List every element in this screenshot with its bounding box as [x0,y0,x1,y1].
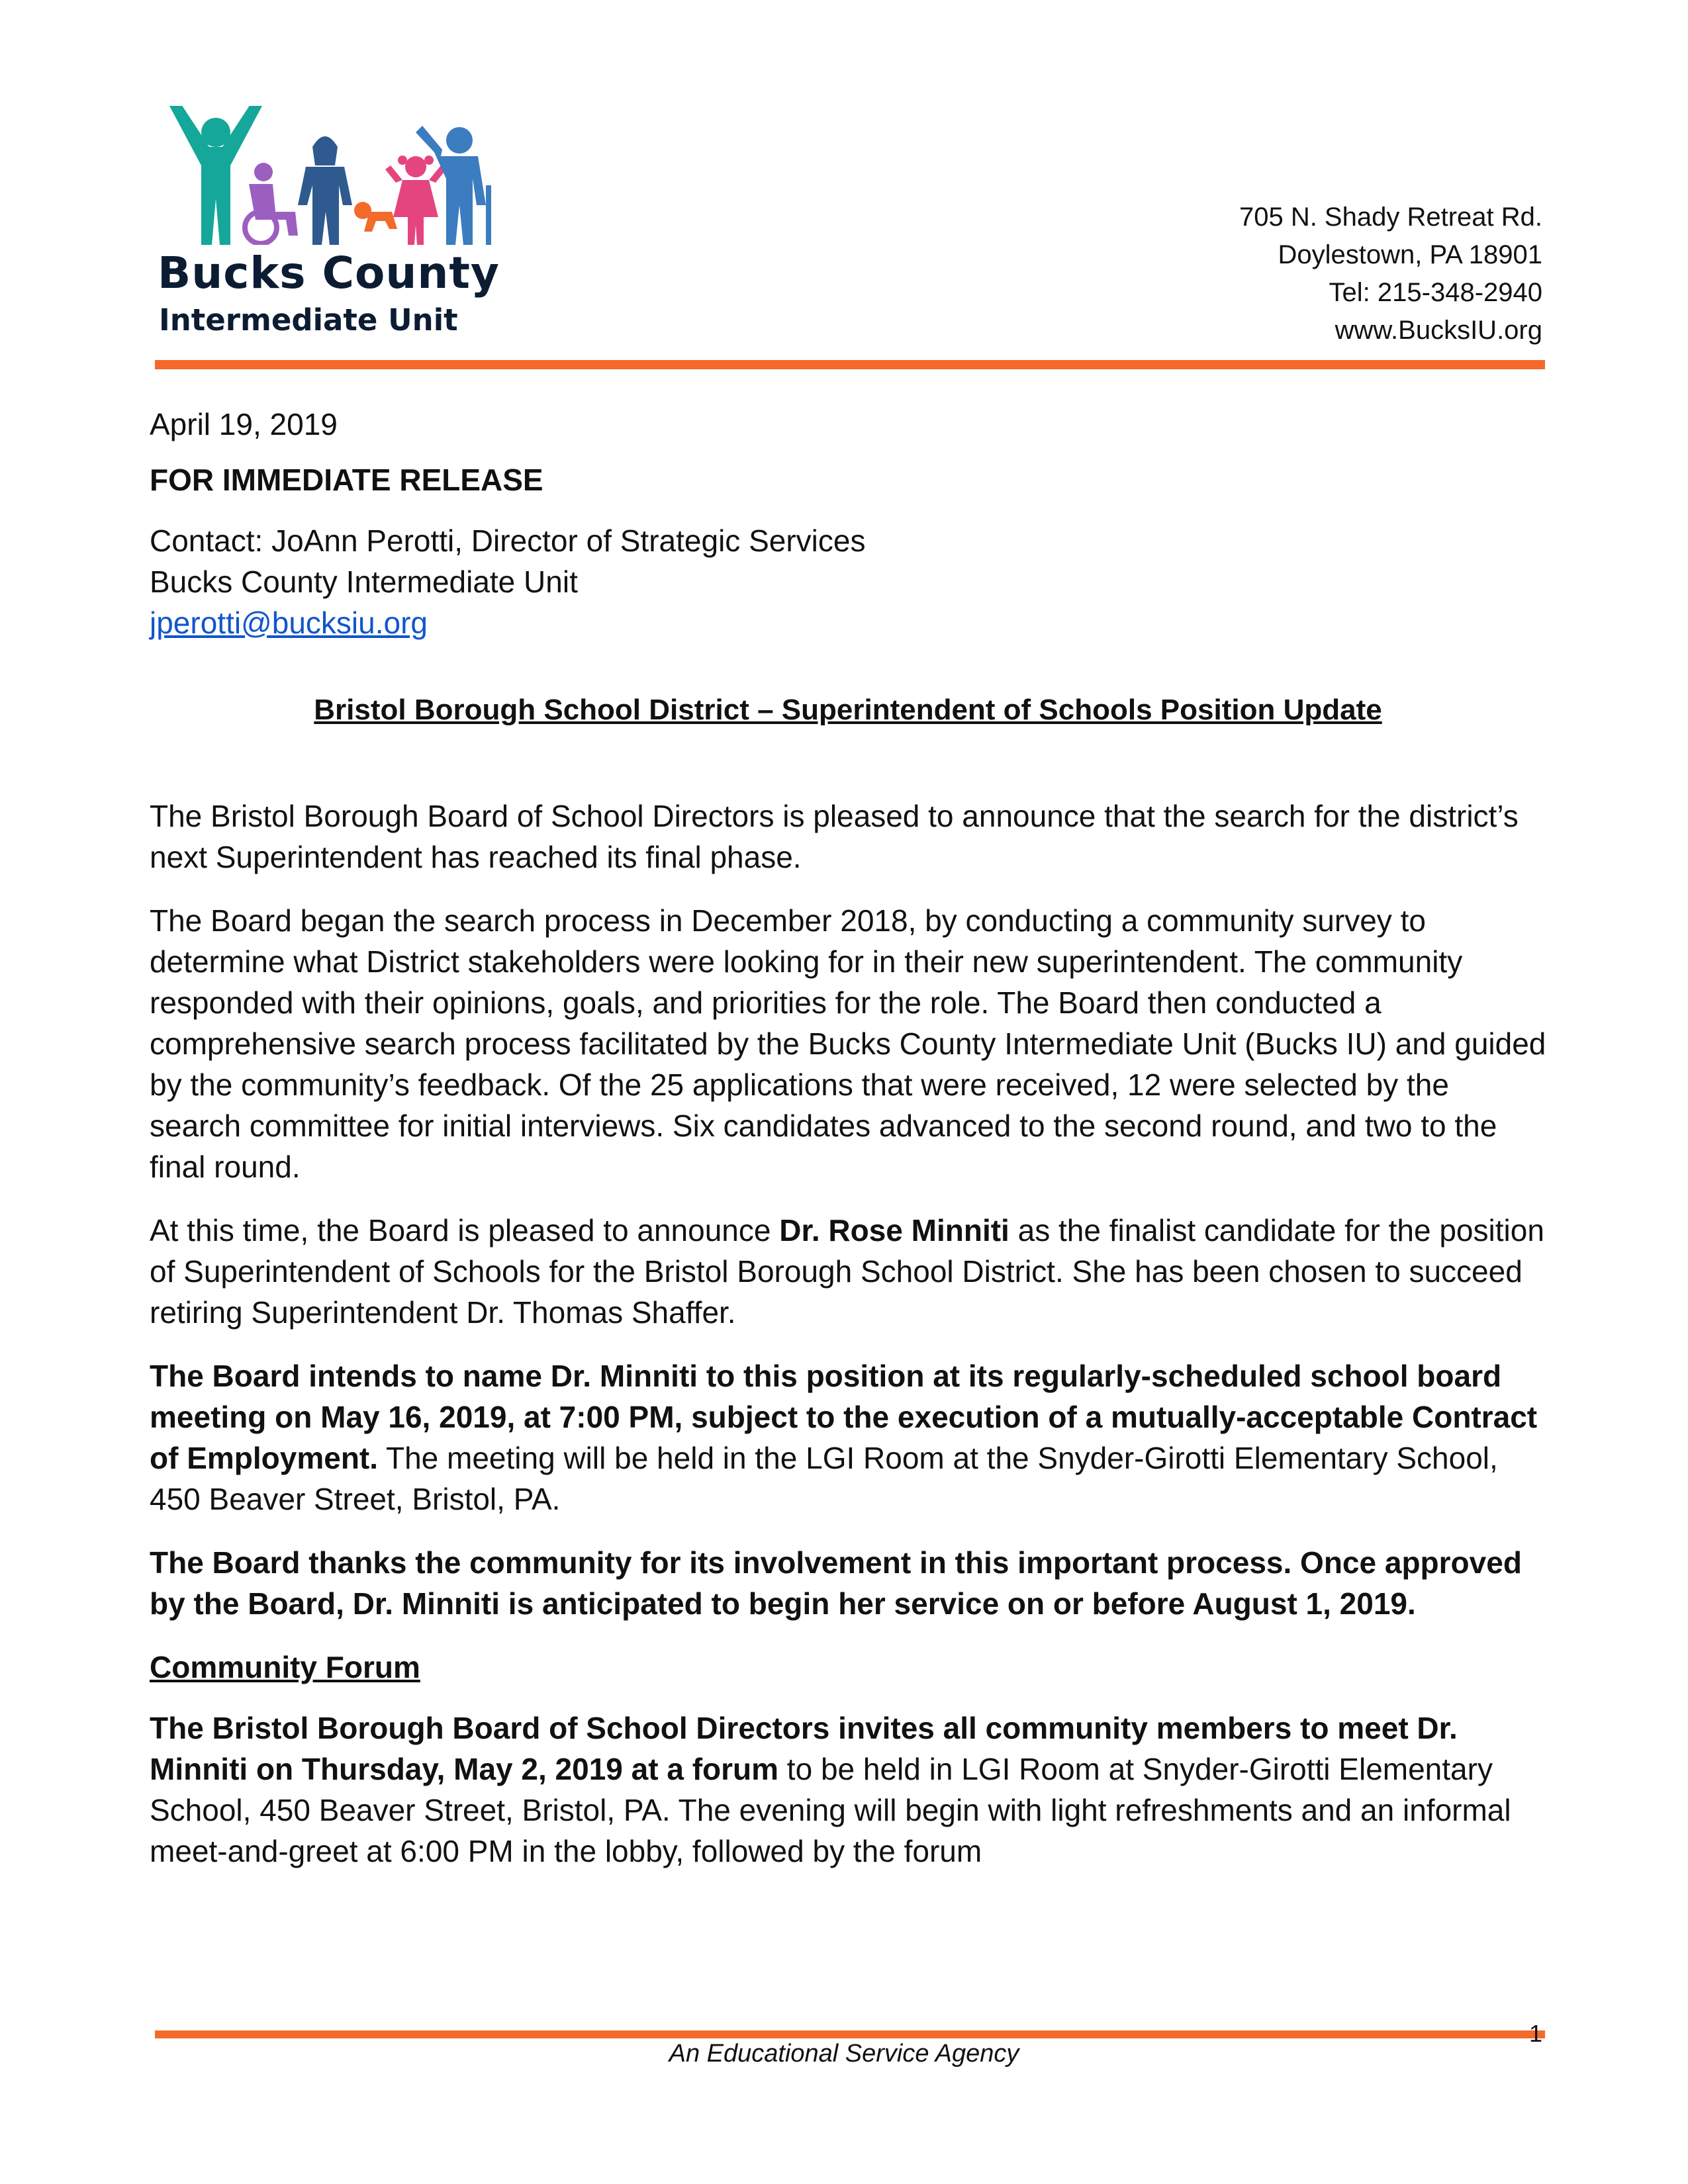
finalist-name: Dr. Rose Minniti [779,1213,1009,1248]
finalist-text-c: as the finalist candidate for the position of Superintendent of Schools for the Bristol Borough School District. She has been chosen to succeed retiring Superintendent Dr. Thomas Shaffer. [150,1213,1544,1330]
paragraph-forum [150,1707,1546,1872]
contact-org: Bucks County Intermediate Unit [150,565,578,599]
headline: Bristol Borough School District – Superintendent of Schools Position Update [314,694,1382,726]
release-label: FOR IMMEDIATE RELEASE [150,463,543,497]
org-name: Bucks County [158,248,500,298]
paragraph-thanks: The Board thanks the community for its involvement in this important process. Once approved by the Board, Dr. Minniti is anticipated to begin her service on or before August 1, 2019. [150,1545,1522,1621]
finalist-text-a: At this time, the Board is pleased to announce [150,1213,780,1248]
contact-block [150,520,1546,643]
board-meeting-bold: The Board intends to name Dr. Minniti to this position at its regularly-scheduled school board meeting on May 16, 2019, at 7:00 PM, subject to the execution of a mutually-acceptable Contract of Employment. [150,1359,1538,1475]
header-rule [155,360,1545,369]
footer-rule [155,2030,1545,2038]
board-meeting-rest: The meeting will be held in the LGI Room at the Snyder-Girotti Elementary School, 450 Beaver Street, Bristol, PA. [150,1441,1498,1516]
contact-email-link[interactable]: jperotti@bucksiu.org [150,606,428,640]
forum-bold: The Bristol Borough Board of School Directors invites all community members to meet Dr. Minniti on Thursday, May 2, 2019 at a forum [150,1711,1458,1786]
address-website: www.BucksIU.org [1335,316,1542,345]
paragraph-finalist [150,1210,1546,1333]
org-subtitle: Intermediate Unit [159,302,458,338]
address-street: 705 N. Shady Retreat Rd. [1239,203,1542,232]
address-block [1239,199,1542,349]
forum-rest: to be held in LGI Room at Snyder-Girotti Elementary School, 450 Beaver Street, Bristol, PA. The evening will begin with light refreshments and an informal meet-and-greet at 6:00 PM in the lobby, followed by the forum [150,1752,1511,1868]
contact-name: Contact: JoAnn Perotti, Director of Strategic Services [150,523,866,558]
section-title-community-forum: Community Forum [150,1650,420,1684]
paragraph-search-process: The Board began the search process in December 2018, by conducting a community survey to determine what District stakeholders were looking for in their new superintendent. The community responded with their opinions, goals, and priorities for the role. The Board then conducted a comprehensive search process facilitated by the Bucks County Intermediate Unit (Bucks IU) and guided by the community’s feedback. Of the 25 applications that were received, 12 were selected by the search committee for initial interviews. Six candidates advanced to the second round, and two to the final round. [150,903,1546,1184]
address-city: Doylestown, PA 18901 [1278,240,1542,269]
paragraph-board-meeting [150,1355,1546,1520]
page-number: 1 [1529,2020,1543,2047]
release-date: April 19, 2019 [150,407,338,441]
paragraph-intro: The Bristol Borough Board of School Directors is pleased to announce that the search for the district’s next Superintendent has reached its final phase. [150,799,1519,874]
footer-tagline: An Educational Service Agency [669,2040,1019,2068]
address-phone: Tel: 215-348-2940 [1329,278,1542,307]
press-release-body [150,404,1546,1894]
family-figures-icon [156,106,500,245]
